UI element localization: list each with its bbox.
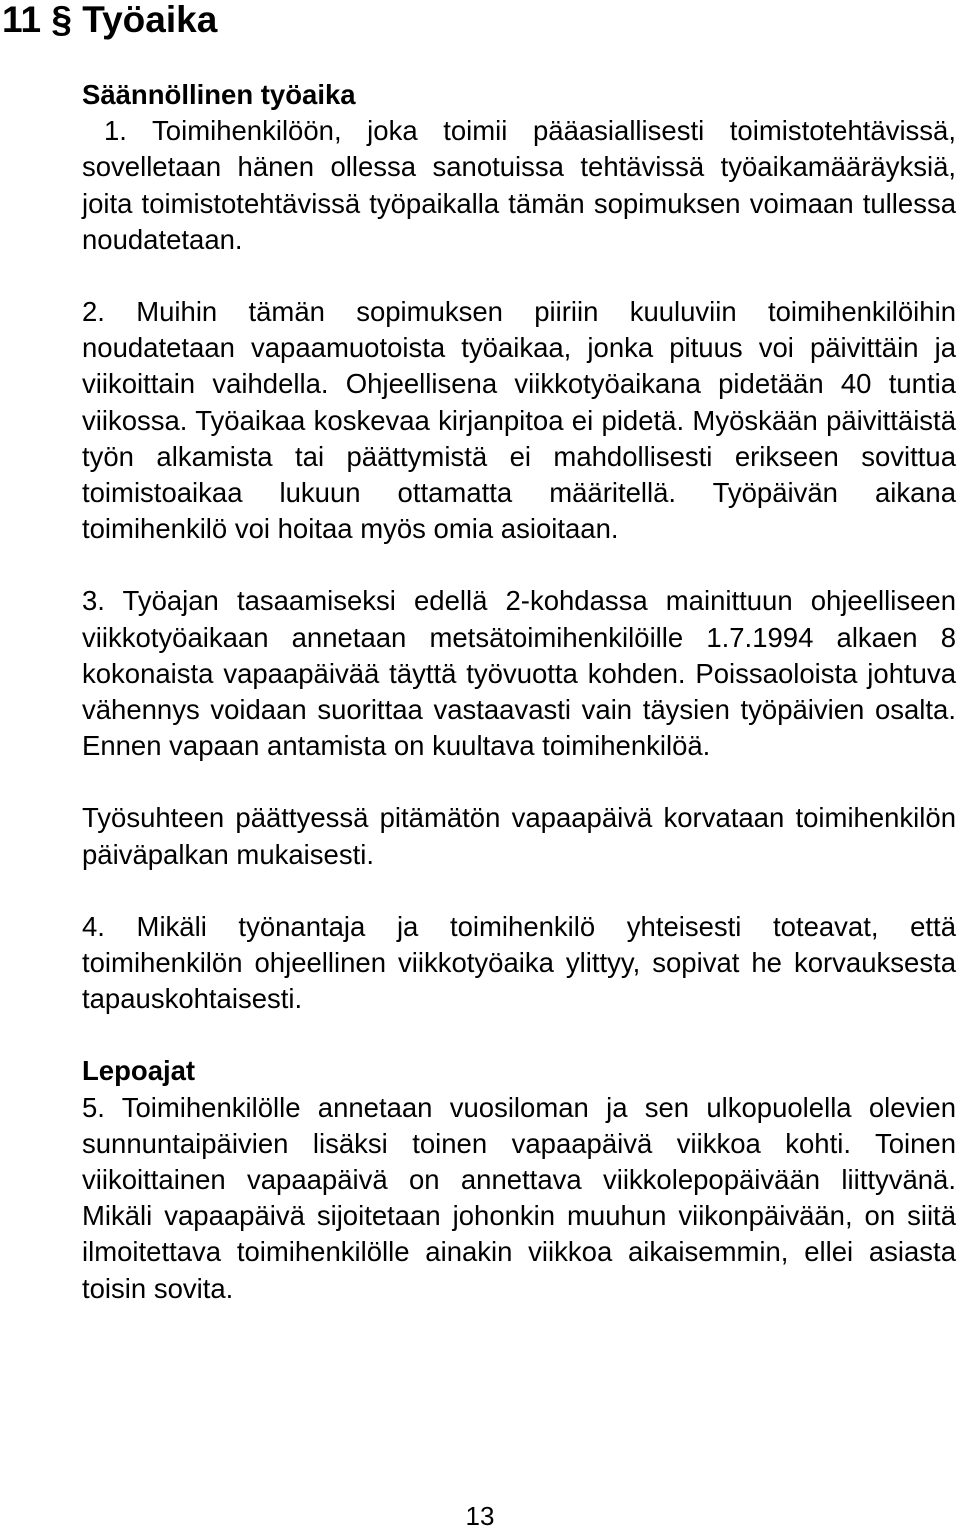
- paragraph-4: 4. Mikäli työnantaja ja toimihenkilö yhteisesti toteavat, että toimihenkilön ohjeellinen viikkotyöaika ylittyy, sopivat he korvauksesta tapauskohtaisesti.: [82, 910, 956, 1015]
- section-body: [82, 77, 956, 1307]
- paragraph-3: 3. Työajan tasaamiseksi edellä 2-kohdassa mainittuun ohjeelliseen viikkotyöaikaan annetaan metsätoimihenkilöille 1.7.1994 alkaen 8 kokonaista vapaapäivää täyttä työvuotta kohden. Poissaoloista johtuva vähennys voidaan suorittaa vastaavasti vain täysien työpäivien osalta. Ennen vapaan antamista on kuultava toimihenkilöä.: [82, 585, 956, 762]
- paragraph-2: 2. Muihin tämän sopimuksen piiriin kuuluviin toimihenkilöihin noudatetaan vapaamuotoista työaikaa, jonka pituus voi päivittäin ja viikoittain vaihdella. Ohjeellisena viikkotyöaikana pidetään 40 tuntia viikossa. Työaikaa koskevaa kirjanpitoa ei pidetä. Myöskään päivittäistä työn alkamista tai päättymistä ei mahdollisesti erikseen sovittua toimistoaikaa lukuun ottamatta määritellä. Työpäivän aikana toimihenkilö voi hoitaa myös omia asioitaan.: [82, 296, 956, 545]
- subheading-rest-periods: Lepoajat: [82, 1055, 196, 1087]
- paragraph-3-continued: Työsuhteen päättyessä pitämätön vapaapäivä korvataan toimihenkilön päiväpalkan mukaisesti.: [82, 802, 956, 870]
- page-number: 13: [465, 1501, 495, 1531]
- paragraph-5: 5. Toimihenkilölle annetaan vuosiloman ja sen ulkopuolella olevien sunnuntaipäivien lisäksi toinen vapaapäivä viikkoa kohti. Toinen viikoittainen vapaapäivä on annettava viikkolepopäivään liittyvänä. Mikäli vapaapäivä sijoitetaan johonkin muuhun viikonpäivään, on siitä ilmoitettava toimihenkilölle ainakin viikkoa aikaisemmin, ellei asiasta toisin sovita.: [82, 1091, 956, 1304]
- paragraph-1: 1. Toimihenkilöön, joka toimii pääasiallisesti toimistotehtävissä, sovelletaan hänen ollessa sanotuissa tehtävissä työaikamääräyksiä, joita toimistotehtävissä työpaikalla tämän sopimuksen voimaan tullessa noudatetaan.: [82, 115, 956, 255]
- subheading-regular-working-time: Säännöllinen työaika: [82, 79, 356, 110]
- section-title: 11 § Työaika: [2, 0, 218, 40]
